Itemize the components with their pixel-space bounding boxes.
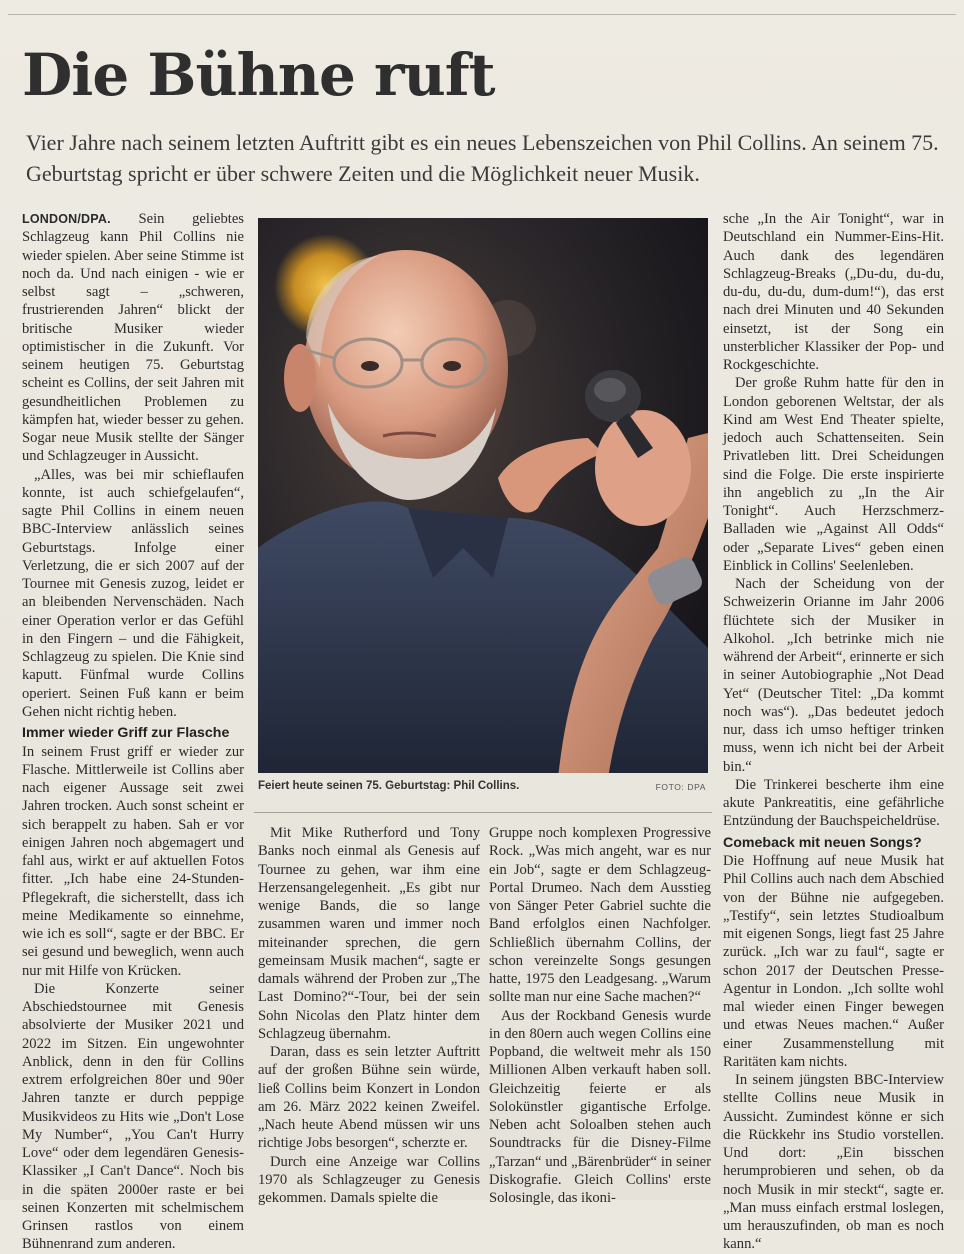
col1-paragraph-1 bbox=[22, 210, 244, 466]
subheading-comeback: Comeback mit neuen Songs? bbox=[723, 834, 922, 851]
col1-paragraph-3: In seinem Frust griff er wieder zur Flasche. Mittlerweile ist Collins aber nach eigener Aussage seit zwei Jahren trocken. Auch sonst scheint er sich berappelt zu haben. Sah er vor einigen Jahren noch abgemagert und fahl aus, wirkt er auf aktuellen Fotos fitter. „Ich habe eine 24-Stunden-Pflegekraft, die sicherstellt, dass ich meine Medikamente so einnehme, wie ich es soll“, sagte er der BBC. Er sei gesund und beweglich, wenn auch nur mit Hilfe von Krücken. bbox=[22, 743, 244, 979]
photo-bottom-rule bbox=[254, 812, 712, 813]
column-4 bbox=[723, 210, 944, 1254]
photo-credit: FOTO: DPA bbox=[655, 782, 706, 792]
col4-paragraph-2: Der große Ruhm hatte für den in London geborenen Weltstar, der als Kind am West End Theater spielte, jedoch auch Schattenseiten. Sein Privatleben litt. Drei Scheidungen sind die Folge. Die erste inspirierte ihn angeblich zu „In the Air Tonight“. Auch Herzschmerz-Balladen wie „Against All Odds“ oder „Separate Lives“ geben einen Einblick in Collins' Seelenleben. bbox=[723, 375, 944, 574]
col4-paragraph-6: In seinem jüngsten BBC-Interview stellte Collins neue Musik in Aussicht. Zumindest könne er sich die Rückkehr ins Studio vorstellen. Und dort: „Ein bisschen herumprobieren und sehen, ob da noch Musik in mir steckt“, sagte er. „Man muss einfach erstmal loslegen, um herauszufinden, ob man es noch kann.“ bbox=[723, 1072, 944, 1253]
headline: Die Bühne ruft bbox=[22, 41, 495, 109]
col2-paragraph-2: Daran, dass es sein letzter Auftritt auf der großen Bühne sein würde, ließ Collins beim Konzert in London am 26. März 2022 keinen Zweifel. „Nach heute Abend müssen wir uns richtige Jobs besorgen“, scherzte er. bbox=[258, 1044, 480, 1152]
photo-illustration bbox=[258, 218, 708, 773]
col4-paragraph-5: Die Hoffnung auf neue Musik hat Phil Collins auch nach dem Abschied von der Bühne nie aufgegeben. „Testify“, sein letztes Studioalbum mit eigenen Songs, liegt fast 25 Jahre zurück. „Ich war zu faul“, sagte er schon 2017 der Deutschen Presse-Agentur in London. „Ich sollte wohl mal wieder einen Finger bewegen und etwas Neues machen.“ Außer einer Zusammenstellung mit Raritäten kam nichts. bbox=[723, 853, 944, 1070]
col2-paragraph-3: Durch eine Anzeige war Collins 1970 als Schlagzeuger zu Genesis gekommen. Damals spielte die bbox=[258, 1153, 480, 1206]
col1-paragraph-4: Die Konzerte seiner Abschiedstournee mit Genesis absolvierte der Musiker 2021 und 2022 im Sitzen. Ein ungewohnter Anblick, denn in den für Collins extrem erfolgreichen 80er und 90er Jahren tanzte er durch peppige Musikvideos zu Hits wie „Don't Lose My Number“, „You Can't Hurry Love“ oder dem legendären Genesis-Klassiker „I Can't Dance“. Noch bis in die späten 2000er raste er bei seinen Konzerten mit schelmischem Grinsen rastlos von einem Bühnenrand zum anderen. bbox=[22, 980, 244, 1253]
column-1 bbox=[22, 210, 244, 1254]
col3-paragraph-2: Aus der Rockband Genesis wurde in den 80ern auch wegen Collins eine Popband, die weltweit mehr als 150 Millionen Alben verkauft haben soll. Gleichzeitig feierte er als Solokünstler gigantische Erfolge. Neben acht Soloalben stehen auch Soundtracks für die Disney-Filme „Tarzan“ und „Bärenbrüder“ in seiner Diskografie. Gleich Collins' erste Solosingle, das ikoni- bbox=[489, 1007, 711, 1206]
subheading-flasche: Immer wieder Griff zur Flasche bbox=[22, 725, 230, 741]
col1-paragraph-2: „Alles, was bei mir schieflaufen konnte, ist auch schiefgelaufen“, sagte Phil Collins in einem neuen BBC-Interview anlässlich seines Geburtstags. Infolge einer Verletzung, die er sich 2007 auf der Tournee mit Genesis zuzog, leidet er an bleibenden Nervenschäden. Nach einer Operation verlor er das Gefühl in den Fingern – und die Fähigkeit, Schlagzeug zu spielen. Die Knie sind kaputt. Fünfmal wurde Collins operiert. Seinen Fuß kann er beim Gehen nicht richtig heben. bbox=[22, 466, 244, 720]
col4-paragraph-3: Nach der Scheidung von der Schweizerin Orianne im Jahr 2006 flüchtete sich der Musiker in Alkohol. „Ich betrinke mich nie während der Arbeit“, erinnerte er sich in seiner Autobiographie „Not Dead Yet“ (Deutscher Titel: „Da kommt noch was“). „Das bedeutet jedoch nur, dass ich umso heftiger trinken muss, wenn ich nicht bei der Arbeit bin.“ bbox=[723, 576, 944, 775]
col2-paragraph-1: Mit Mike Rutherford und Tony Banks noch einmal als Genesis auf Tournee zu gehen, war ihm eine Herzensangelegenheit. „Es gibt nur wenige Bands, die so lange zusammen waren und immer noch miteinander sprechen, die gern gemeinsam Musik machen“, sagte er damals während der Proben zur „The Last Domino?“-Tour, bei der sein Sohn Nicolas den Platz hinter dem Schlagzeug übernahm. bbox=[258, 825, 480, 1042]
deck: Vier Jahre nach seinem letzten Auftritt gibt es ein neues Lebenszeichen von Phil Collins. An seinem 75. Geburtstag spricht er über schwere Zeiten und die Möglichkeit neuer Musik. bbox=[26, 130, 939, 186]
column-2 bbox=[258, 824, 480, 1207]
col4-paragraph-4: Die Trinkerei bescherte ihm eine akute Pankreatitis, eine gefährliche Entzündung der Bauchspeicheldrüse. bbox=[723, 776, 944, 830]
col1-p1-text: Sein geliebtes Schlagzeug kann Phil Collins nie wieder spielen. Aber seine Stimme ist noch da. Und nach einigen - wie er selbst sagt – „schweren, frustrierenden Jahren“ blickt der britische Musiker wieder optimistischer in die Zukunft. Vor seinem heutigen 75. Geburtstag scheint es Collins, der seit Jahren mit gesundheitlichen Problemen zu kämpfen hat, wieder besser zu gehen. Sogar neue Musik stellte der Sänger und Schlagzeuger in Aussicht. bbox=[22, 211, 244, 465]
top-rule bbox=[8, 14, 956, 15]
dateline: LONDON/DPA. bbox=[22, 212, 111, 226]
col4-paragraph-1: sche „In the Air Tonight“, war in Deutschland ein Nummer-Eins-Hit. Auch dank des legendären Schlagzeug-Breaks („Du-du, du-du, du-du, du-du, dum-dum!“), das erst nach drei Minuten und 40 Sekunden einsetzt, ist der Song ein unsterblicher Klassiker der Pop- und Rockgeschichte. bbox=[723, 211, 944, 373]
col3-paragraph-1: Gruppe noch komplexen Progressive Rock. „Was mich angeht, war es nur ein Job“, sagte er dem Schlagzeug-Portal Drumeo. Nach dem Ausstieg von Sänger Peter Gabriel suchte die Band erfolglos einen Nachfolger. Schließlich übernahm Collins, der schon vereinzelte Songs gesungen hatte, 1975 den Leadgesang. „Warum sollte man nur eine Sache machen?“ bbox=[489, 825, 711, 1006]
column-3 bbox=[489, 824, 711, 1207]
photo-caption bbox=[258, 780, 708, 798]
caption-text: Feiert heute seinen 75. Geburtstag: Phil Collins. bbox=[258, 780, 520, 792]
phil-collins-photo bbox=[258, 218, 708, 773]
